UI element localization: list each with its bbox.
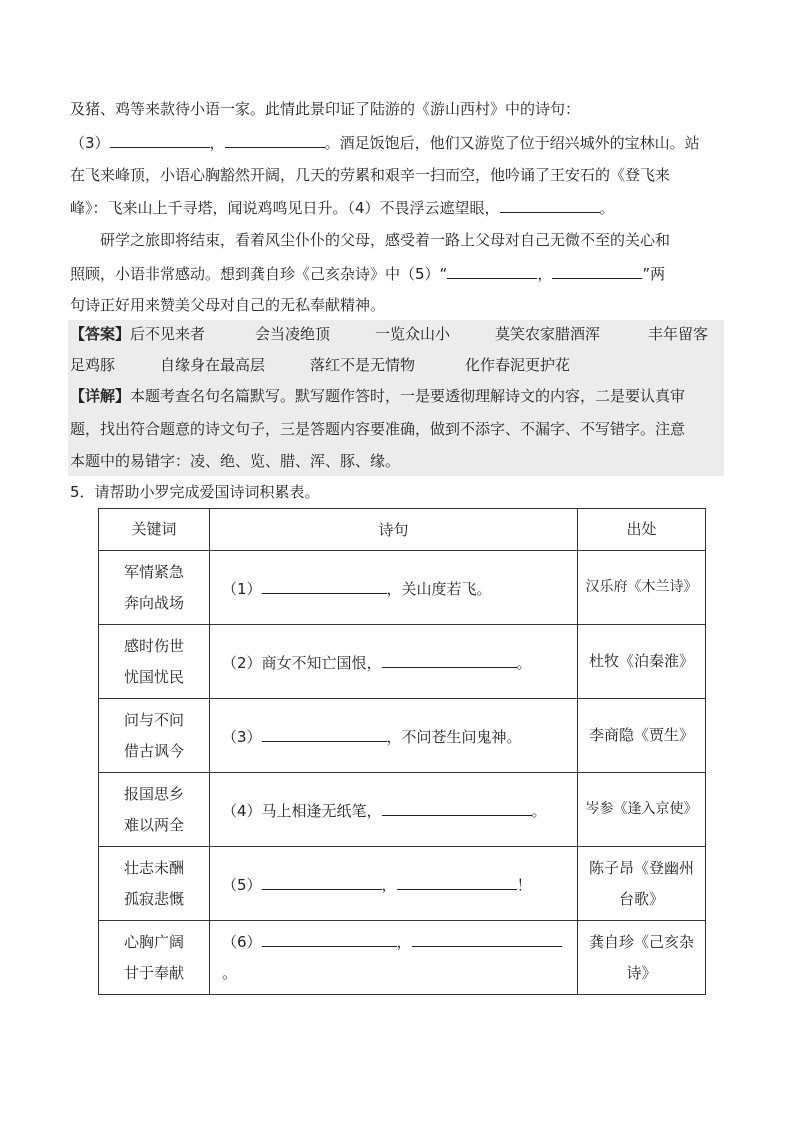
period: 。 [599, 199, 615, 217]
detail-line-3: 本题中的易错字：凌、绝、览、腊、浑、豚、缘。 [70, 452, 401, 470]
source-cell: 汉乐府《木兰诗》 [578, 551, 706, 625]
answer-item: 落红不是无情物 [310, 356, 416, 374]
source-cell: 陈子昂《登幽州 台歌》 [578, 847, 706, 921]
verse-cell: （6） ， 。 [210, 921, 578, 995]
answer-item: 化作春泥更护花 [465, 356, 571, 374]
intro-line-7: 句诗正好用来赞美父母对自己的无私奉献精神。 [70, 296, 386, 314]
verse-cell: （3） ，不问苍生问鬼神。 [210, 699, 578, 773]
fill-blank[interactable] [262, 577, 387, 594]
table-row [99, 773, 706, 847]
source-cell: 杜牧《泊秦淮》 [578, 625, 706, 699]
detail-label: 【详解】 [70, 387, 131, 405]
keyword-cell: 壮志未酬 孤寂悲慨 [99, 847, 210, 921]
answer-item: 自缘身在最高层 [160, 356, 266, 374]
source-cell: 李商隐《贾生》 [578, 699, 706, 773]
header-keyword: 关键词 [99, 509, 210, 551]
verse-cell: （2）商女不知亡国恨， 。 [210, 625, 578, 699]
comma: ， [537, 265, 553, 283]
intro-line-1: 及猪、鸡等来款待小语一家。此情此景印证了陆游的《游山西村》中的诗句： [70, 100, 581, 118]
fill-blank[interactable] [500, 196, 600, 213]
answer-item: 丰年留客 [648, 325, 709, 343]
table-row [99, 699, 706, 773]
keyword-cell: 问与不问 借古讽今 [99, 699, 210, 773]
comma: ， [209, 134, 225, 152]
poem-table [98, 508, 706, 995]
fill-blank[interactable] [110, 131, 210, 148]
verse-cell: （1） ，关山度若飞。 [210, 551, 578, 625]
intro-line-3: 在飞来峰顶，小语心胸豁然开阔，几天的劳累和艰辛一扫而空，他吟诵了王安石的《登飞来 [70, 166, 671, 184]
intro-line-4 [70, 196, 730, 219]
source-cell: 岑参《逢入京使》 [578, 773, 706, 847]
answer-item: 莫笑农家腊酒浑 [495, 325, 601, 343]
detail-line-1 [70, 385, 730, 407]
question-5-title: 5．请帮助小罗完成爱国诗词积累表。 [70, 483, 320, 501]
verse-cell: （5） ， ！ [210, 847, 578, 921]
fill-blank[interactable] [262, 930, 397, 947]
intro-line-6-text: 照顾，小语非常感动。想到龚自珍《己亥杂诗》中（5）“ [70, 265, 448, 283]
answer-item: 足鸡豚 [70, 356, 116, 374]
answer-item: 后不见来者 [130, 325, 206, 343]
fill-blank[interactable] [397, 873, 517, 890]
fill-blank[interactable] [382, 799, 532, 816]
table-row [99, 921, 706, 995]
header-verse: 诗句 [210, 509, 578, 551]
fill-blank[interactable] [447, 262, 537, 279]
source-cell: 龚自珍《己亥杂 诗》 [578, 921, 706, 995]
detail-text: 本题考查名句名篇默写。默写题作答时，一是要透彻理解诗文的内容，二是要认真审 [130, 387, 686, 405]
keyword-cell: 报国思乡 难以两全 [99, 773, 210, 847]
fill-blank[interactable] [225, 131, 325, 148]
keyword-cell: 感时伤世 忧国忧民 [99, 625, 210, 699]
intro-line-6 [70, 262, 730, 285]
answer-item: 会当凌绝顶 [255, 325, 331, 343]
intro-line-6-end: ”两 [642, 265, 666, 283]
keyword-cell: 军情紧急 奔向战场 [99, 551, 210, 625]
fill-blank[interactable] [382, 651, 517, 668]
intro-line-5: 研学之旅即将结束，看着风尘仆仆的父母，感受着一路上父母对自己无微不至的关心和 [100, 231, 671, 249]
table-row [99, 551, 706, 625]
detail-line-2: 题，找出符合题意的诗文句子，三是答题内容要准确，做到不添字、不漏字、不写错字。注意 [70, 420, 686, 438]
header-source: 出处 [578, 509, 706, 551]
fill-blank[interactable] [412, 930, 562, 947]
verse-cell: （4）马上相逢无纸笔， 。 [210, 773, 578, 847]
blank-label-3: （3） [70, 134, 110, 152]
intro-line-2-text: 。酒足饭饱后，他们又游览了位于绍兴城外的宝林山。站 [324, 134, 700, 152]
fill-blank[interactable] [552, 262, 642, 279]
keyword-cell: 心胸广阔 甘于奉献 [99, 921, 210, 995]
answer-label: 【答案】 [70, 325, 131, 343]
table-row [99, 625, 706, 699]
table-header-row [99, 509, 706, 551]
table-row [99, 847, 706, 921]
fill-blank[interactable] [262, 873, 382, 890]
intro-line-4-text: 峰》：飞来山上千寻塔，闻说鸡鸣见日升。（4）不畏浮云遮望眼， [70, 199, 500, 217]
answer-item: 一览众山小 [375, 325, 451, 343]
fill-blank[interactable] [262, 725, 387, 742]
intro-line-2 [70, 131, 730, 154]
